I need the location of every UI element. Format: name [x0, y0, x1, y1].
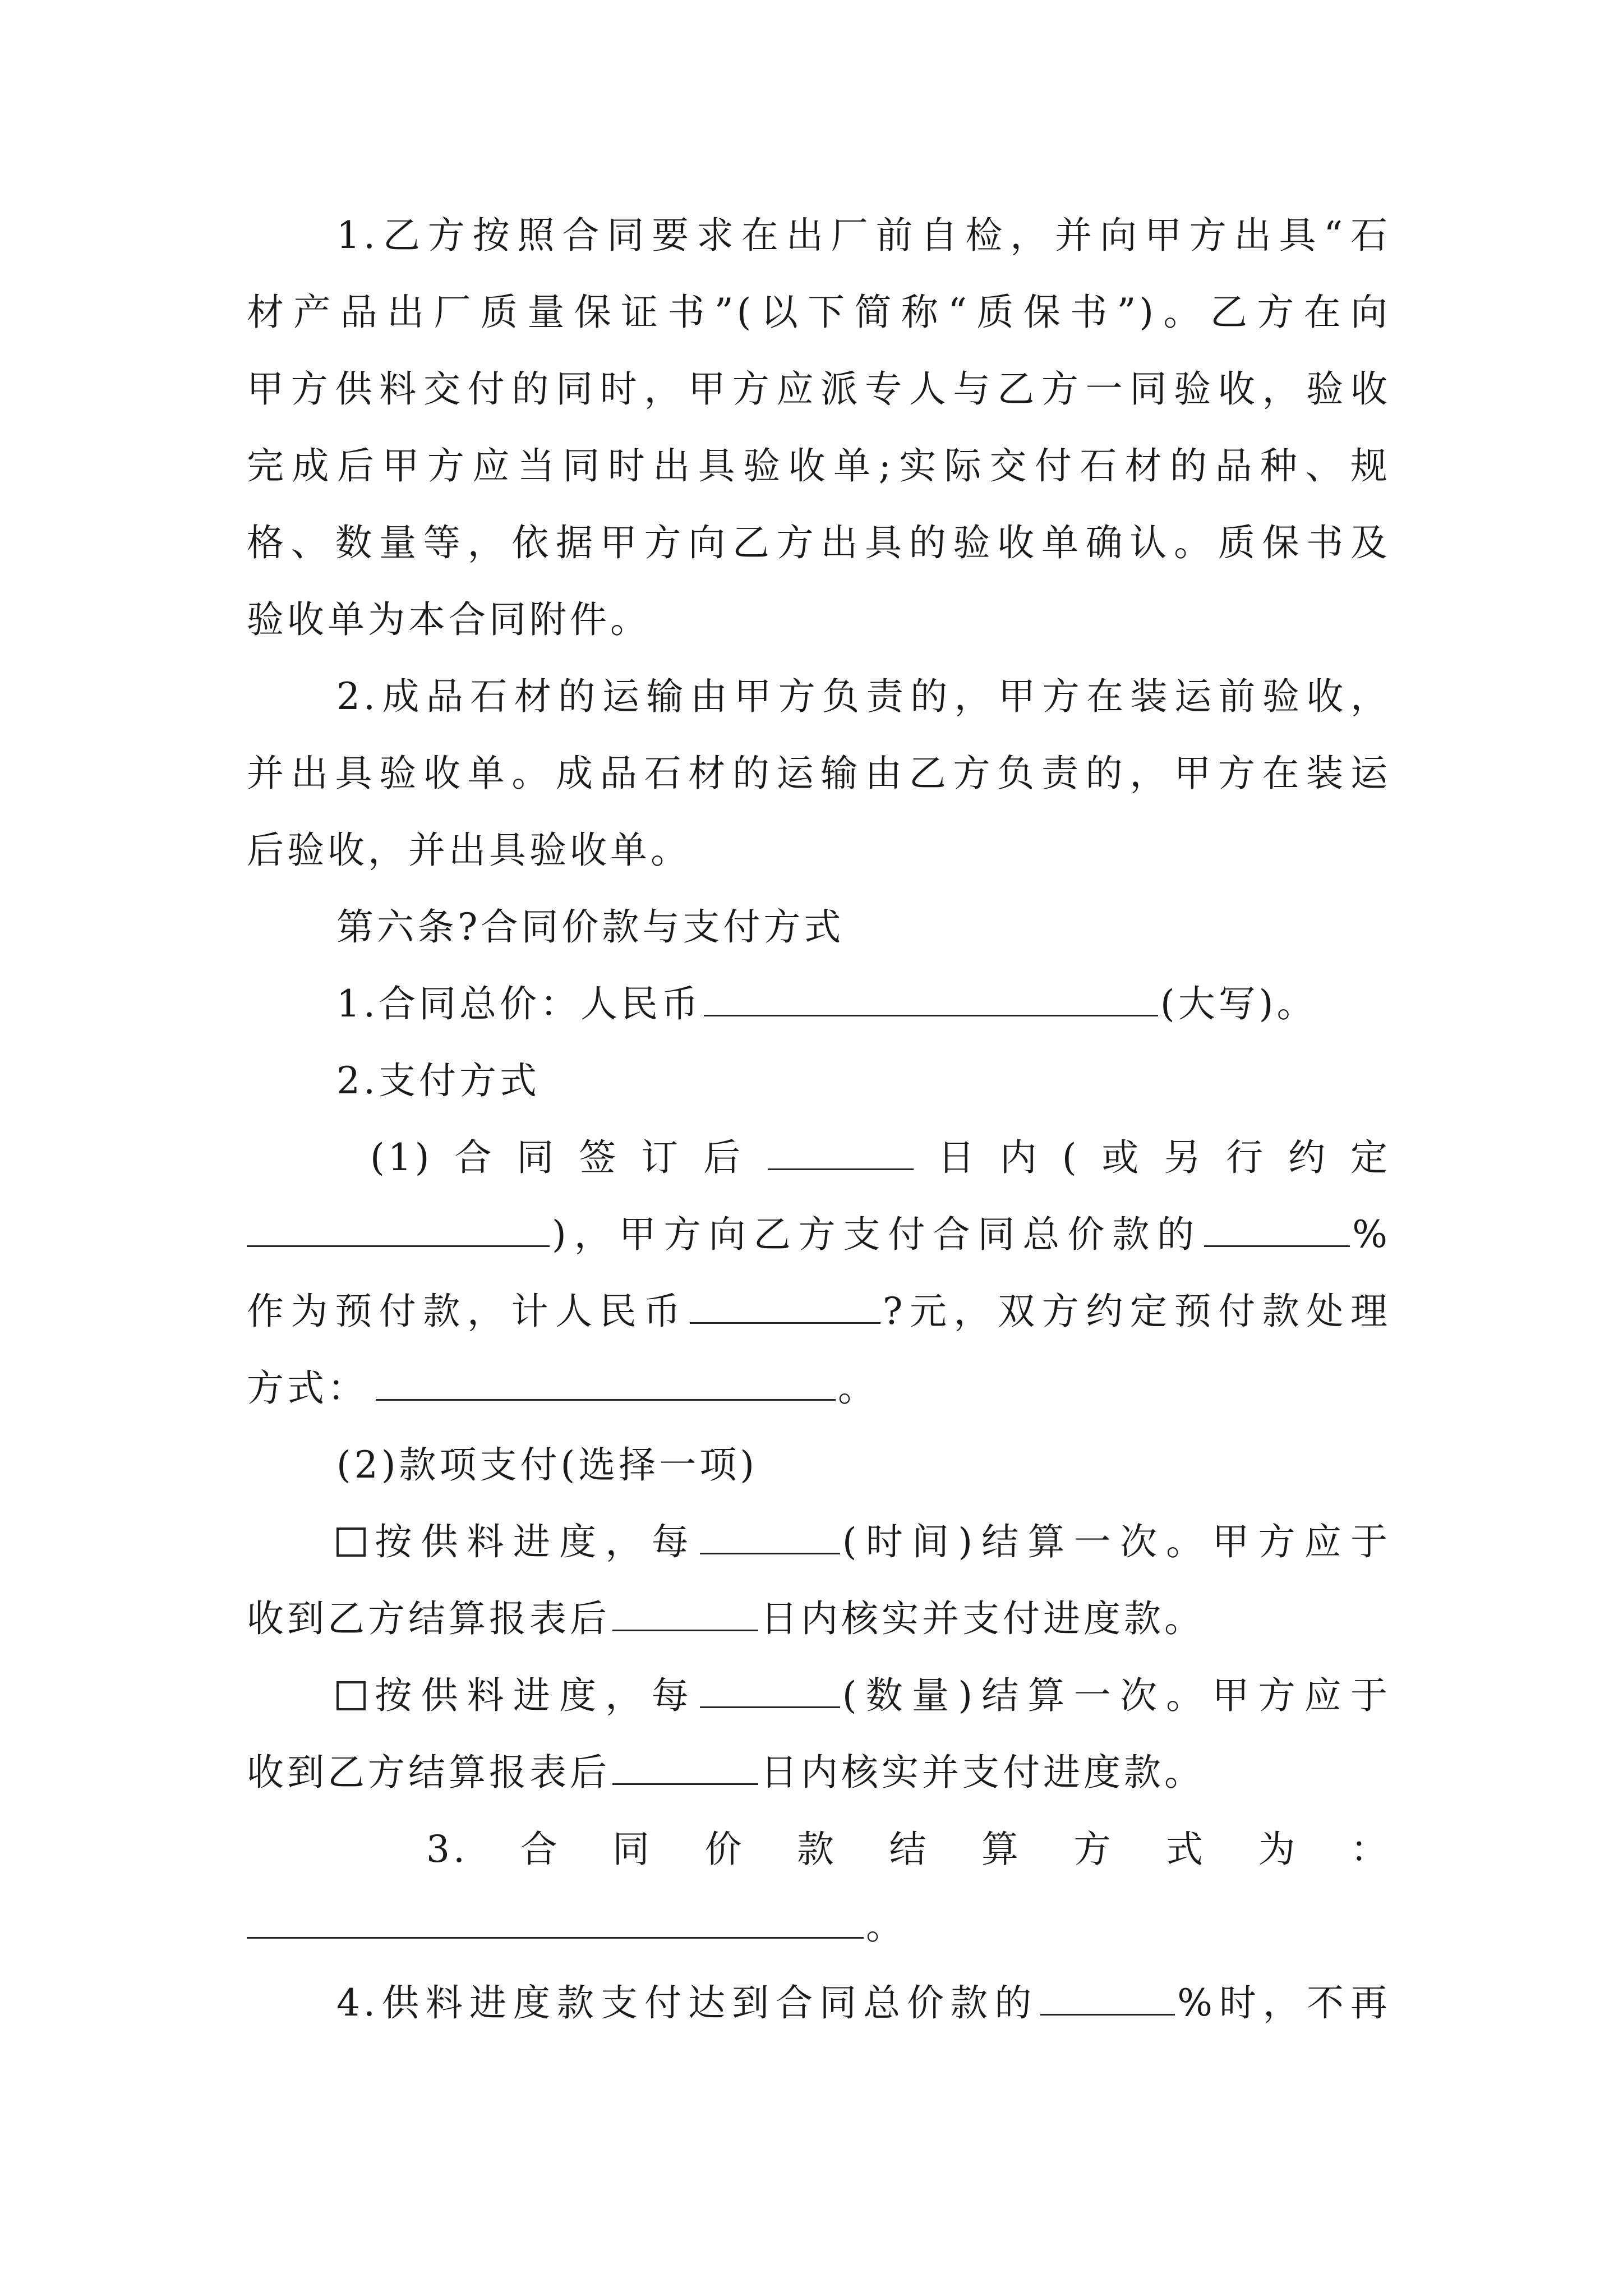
paragraph-1-line-2: 材产品出厂质量保证书”(以下简称“质保书”)。乙方在向 [247, 291, 1391, 334]
option-time-line-2 [247, 1591, 1391, 1647]
paragraph-2-line-3: 后验收，并出具验收单。 [247, 829, 691, 872]
settlement-line-2 [247, 1898, 1391, 1954]
advance-line-4 [247, 1360, 1391, 1416]
option-quantity-amount-blank[interactable] [700, 1672, 840, 1708]
paragraph-2-line-1: 2.成品石材的运输由甲方负责的，甲方在装运前验收， [336, 675, 1391, 718]
advance-percent-blank[interactable] [1204, 1211, 1350, 1247]
advance-l3-a: 作为预付款，计人民币 [247, 1290, 688, 1333]
paragraph-1-line-3: 甲方供料交付的同时，甲方应派专人与乙方一同验收，验收 [247, 367, 1391, 411]
advance-line-2 [247, 1207, 1391, 1263]
option-quantity-days-blank[interactable] [612, 1749, 758, 1785]
advance-amount-blank[interactable] [690, 1287, 880, 1324]
advance-line-3 [247, 1283, 1391, 1340]
option-quantity-l2-a: 收到乙方结算报表后 [247, 1751, 610, 1794]
advance-l2-a: )，甲方向乙方支付合同总价款的 [552, 1213, 1202, 1256]
advance-l3-b: ?元，双方约定预付款处理 [883, 1290, 1391, 1333]
progress-limit-percent-blank[interactable] [1040, 1979, 1175, 2016]
option-time-l2-a: 收到乙方结算报表后 [247, 1597, 610, 1640]
paragraph-2-line-2: 并出具验收单。成品石材的运输由乙方负责的，甲方在装运 [247, 752, 1391, 795]
option-quantity-l2-b: 日内核实并支付进度款。 [760, 1751, 1205, 1794]
option-quantity-l1-b: (数量)结算一次。甲方应于 [842, 1674, 1391, 1717]
option-quantity-line-1 [336, 1668, 1391, 1724]
installment-title: (2)款项支付(选择一项) [336, 1443, 758, 1487]
total-price-line [336, 976, 1391, 1032]
advance-l4-b: 。 [838, 1366, 878, 1410]
progress-limit-suffix: %时，不再 [1177, 1981, 1391, 2024]
advance-l1-a: (1)合同签订后 [370, 1136, 766, 1179]
article-6-title: 第六条?合同价款与支付方式 [336, 905, 845, 949]
advance-days-blank[interactable] [768, 1134, 914, 1170]
paragraph-1-line-5: 格、数量等，依据甲方向乙方出具的验收单确认。质保书及 [247, 521, 1391, 564]
option-time-l1-b: (时间)结算一次。甲方应于 [842, 1520, 1391, 1563]
option-time-period-blank[interactable] [700, 1518, 840, 1554]
option-quantity-l1-a: 按供料进度，每 [369, 1674, 698, 1717]
settlement-l2-suffix: 。 [866, 1904, 906, 1948]
paragraph-1-line-1: 1.乙方按照合同要求在出厂前自检，并向甲方出具“石 [336, 214, 1391, 257]
advance-l1-b: 日内(或另行约定 [915, 1136, 1391, 1179]
advance-line-1 [370, 1130, 1391, 1186]
option-quantity-line-2 [247, 1745, 1391, 1801]
option-time-l2-b: 日内核实并支付进度款。 [760, 1597, 1205, 1640]
paragraph-1-line-4: 完成后甲方应当同时出具验收单;实际交付石材的品种、规 [247, 444, 1391, 487]
advance-l2-b: % [1352, 1213, 1391, 1256]
settlement-method-blank[interactable] [247, 1902, 864, 1939]
paragraph-1-line-6: 验收单为本合同附件。 [247, 598, 651, 641]
option-time-days-blank[interactable] [612, 1595, 758, 1631]
option-time-checkbox[interactable] [336, 1527, 366, 1557]
total-price-blank[interactable] [704, 980, 1158, 1016]
total-price-suffix: (大写)。 [1160, 982, 1317, 1025]
option-time-l1-a: 按供料进度，每 [369, 1520, 698, 1563]
payment-method-title: 2.支付方式 [336, 1059, 540, 1102]
advance-other-blank[interactable] [247, 1211, 550, 1247]
total-price-prefix: 1.合同总价：人民币 [336, 982, 702, 1025]
option-quantity-checkbox[interactable] [336, 1681, 366, 1710]
settlement-line-1: 3.合同价款结算方式为： [426, 1828, 1391, 1871]
progress-limit-prefix: 4.供料进度款支付达到合同总价款的 [336, 1981, 1039, 2024]
advance-l4-a: 方式： [247, 1366, 368, 1410]
option-time-line-1 [336, 1514, 1391, 1570]
advance-handling-blank[interactable] [376, 1364, 836, 1401]
progress-limit-line [336, 1975, 1391, 2031]
